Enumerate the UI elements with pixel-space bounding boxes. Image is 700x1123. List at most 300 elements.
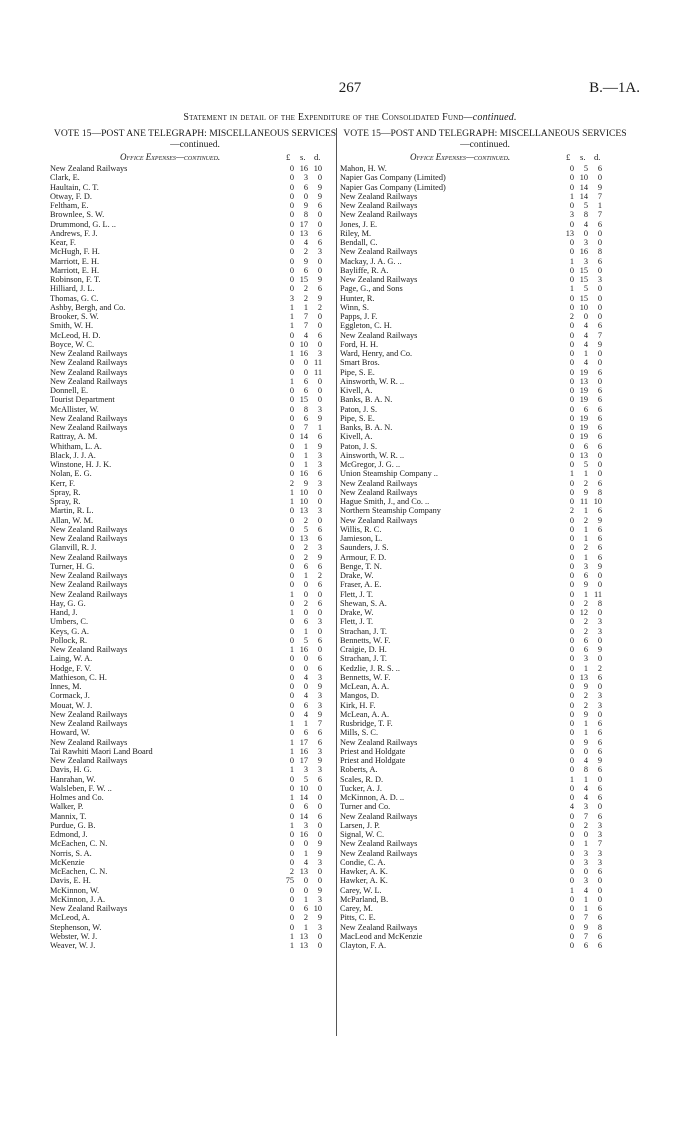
payee-name: Holmes and Co. [50,793,104,802]
pence-value: 0 [597,265,602,275]
pence-value: 6 [317,469,322,479]
shillings-value: 14 [299,793,308,802]
pence-value: 9 [597,515,602,525]
pence-value: 6 [597,941,602,950]
table-row [340,266,630,275]
pounds-value: 0 [569,571,574,580]
pounds-value: 75 [285,876,294,886]
table-row [340,580,630,589]
table-row [50,858,340,867]
table-row [50,636,340,645]
shillings-value: 16 [299,164,308,173]
shillings-value: 4 [583,339,588,349]
section-title: Office Expenses—continued. [120,152,221,162]
table-row [50,238,340,247]
pounds-value: 0 [289,506,294,516]
payee-name: Shewan, S. A. [340,598,387,608]
pence-value: 6 [597,719,602,728]
pounds-value: 0 [569,376,574,386]
payee-name: Kivell, A. [340,386,373,395]
payee-name: Mathieson, C. H. [50,672,107,682]
pence-value: 0 [317,589,322,599]
pence-value: 9 [597,756,602,765]
pence-value: 11 [594,589,602,599]
table-row [50,793,340,802]
payee-name: Kear, F. [50,238,76,247]
table-row [50,756,340,765]
payee-name: Craigie, D. H. [340,645,387,654]
table-row [50,543,340,552]
shillings-value: 1 [583,728,588,738]
payee-name: Priest and Holdgate [340,756,406,765]
pounds-value: 1 [289,302,294,312]
table-row [340,432,630,441]
shillings-value: 10 [299,783,308,793]
pence-value: 3 [597,857,602,867]
pounds-value: 0 [569,293,574,303]
table-row [50,303,340,312]
pence-value: 0 [597,709,602,719]
shillings-value: 1 [303,848,308,858]
pence-value: 0 [597,802,602,812]
pounds-value: 0 [569,598,574,608]
payee-name: New Zealand Railways [50,164,128,173]
pounds-value: 0 [289,561,294,571]
shillings-value: 16 [299,645,308,654]
pounds-value: 0 [569,867,574,876]
payee-name: McKinnon, J. A. [50,894,106,904]
pounds-value: 0 [569,876,574,886]
pence-value: 6 [317,561,322,571]
payee-name: Tucker, A. J. [340,783,383,793]
pence-value: 6 [597,783,602,793]
table-row [340,238,630,247]
table-row [340,904,630,913]
pounds-value: 0 [289,543,294,553]
table-row [340,571,630,580]
pence-value: 3 [317,691,322,701]
payee-name: Marriott, E. H. [50,265,100,275]
pounds-value: 0 [289,571,294,580]
payee-name: New Zealand Railways [50,709,128,719]
payee-name: New Zealand Railways [50,534,128,543]
shillings-value: 1 [303,894,308,904]
pence-value: 9 [597,182,602,192]
payee-name: Ford, H. H. [340,339,379,349]
table-row [340,534,630,543]
pence-value: 6 [597,904,602,913]
payee-name: Kirk, H. F. [340,700,376,710]
payee-name: Rusbridge, T. F. [340,719,393,728]
pence-value: 7 [597,210,602,220]
pence-value: 0 [317,219,322,229]
table-row [340,821,630,830]
pounds-value: 0 [289,219,294,229]
payee-name: Paton, J. S. [340,441,378,451]
pence-value: 0 [317,395,322,405]
payee-name: Keys, G. A. [50,626,89,636]
pounds-value: 2 [289,867,294,876]
table-row [50,266,340,275]
table-row [50,608,340,617]
payee-name: McAllister, W. [50,404,99,414]
pounds-value: 0 [569,709,574,719]
shillings-value: 10 [299,497,308,506]
payee-name: Bennetts, W. F. [340,635,391,645]
payee-name: Paton, J. S. [340,404,378,414]
shillings-value: 5 [303,774,308,784]
pounds-value: 1 [569,191,574,201]
pence-value: 6 [597,256,602,266]
payee-name: Bayliffe, R. A. [340,265,389,275]
pounds-value: 0 [569,339,574,349]
pence-value: 0 [597,580,602,590]
payee-name: Banks, B. A. N. [340,395,393,405]
payee-name: Howard, W. [50,728,90,738]
payee-name: Hunter, R. [340,293,375,303]
vote-title: VOTE 15—POST AND TELEGRAPH: MISCELLANEOUS SERVICES—continued. [343,128,627,150]
payee-name: Edmond, J. [50,830,88,839]
pence-value: 6 [317,524,322,534]
table-row [340,562,630,571]
shillings-value: 4 [583,885,588,895]
shillings-value: 4 [303,709,308,719]
table-row [50,738,340,747]
pounds-value: 0 [289,654,294,664]
pence-value: 0 [317,867,322,876]
table-row [50,525,340,534]
payee-name: McKinnon, A. D. .. [340,793,405,802]
shillings-value: 1 [303,302,308,312]
shillings-value: 3 [583,848,588,858]
pounds-value: 13 [565,228,574,238]
shillings-value: 9 [583,709,588,719]
shillings-value: 4 [303,672,308,682]
payee-name: Mills, S. C. [340,728,379,738]
pence-value: 0 [597,302,602,312]
pence-value: 0 [597,376,602,386]
pence-value: 0 [317,830,322,839]
payee-name: Hawker, A. K. [340,876,388,886]
shillings-value: 5 [583,164,588,173]
shillings-value: 3 [583,802,588,812]
pence-value: 6 [597,931,602,941]
table-row [340,858,630,867]
table-row [50,710,340,719]
table-row [50,784,340,793]
pence-value: 3 [317,617,322,627]
payee-name: Glanvill, R. J. [50,543,97,553]
payee-name: Ainsworth, W. R. .. [340,376,405,386]
pence-value: 0 [597,312,602,321]
payee-name: Pitts, C. E. [340,913,376,923]
shillings-value: 10 [579,173,588,183]
table-row [340,710,630,719]
pence-value: 0 [597,349,602,358]
shillings-value: 19 [579,395,588,405]
pence-value: 6 [597,404,602,414]
pence-value: 6 [597,746,602,756]
shillings-value: 16 [579,247,588,257]
shillings-value: 9 [303,256,308,266]
pounds-value: 1 [569,284,574,294]
shillings-value: 2 [303,913,308,923]
pounds-value: 2 [569,312,574,321]
table-row [340,395,630,404]
pence-value: 3 [597,617,602,627]
shillings-value: 0 [303,580,308,590]
shillings-value: 19 [579,386,588,395]
shillings-value: 4 [583,330,588,340]
payee-name: Mangos, D. [340,691,379,701]
payee-name: Donnell, E. [50,386,89,395]
payee-name: Turner, H. G. [50,561,95,571]
pence-value: 6 [597,793,602,802]
pence-value: 7 [597,191,602,201]
pence-value: 3 [597,820,602,830]
pence-value: 6 [317,654,322,664]
pence-value: 0 [317,608,322,617]
table-row [50,201,340,210]
shillings-value: 13 [299,867,308,876]
shillings-value: 2 [303,552,308,562]
shillings-value: 4 [583,756,588,765]
pounds-value: 0 [289,663,294,673]
pounds-value: 0 [569,201,574,210]
pounds-value: 0 [289,691,294,701]
table-row [340,691,630,700]
payee-name: Haultain, C. T. [50,182,99,192]
pounds-value: 1 [289,312,294,321]
pence-value: 0 [317,876,322,886]
payee-name: Kedzlie, J. R. S. .. [340,663,400,673]
payee-name: Pollock, R. [50,635,88,645]
payee-name: Thomas, G. C. [50,293,99,303]
pence-value: 9 [317,913,322,923]
pence-value: 6 [317,663,322,673]
pounds-value: 0 [289,922,294,932]
table-row [340,220,630,229]
shillings-value: 6 [303,904,308,913]
payee-name: New Zealand Railways [50,904,128,913]
pence-value: 3 [597,626,602,636]
table-row [340,636,630,645]
right-column [340,128,630,950]
payee-name: Stephenson, W. [50,922,102,932]
pounds-value: 0 [289,617,294,627]
pence-value: 0 [317,376,322,386]
table-row [50,886,340,895]
pence-value: 6 [317,238,322,247]
pence-value: 6 [317,330,322,340]
pence-value: 0 [597,876,602,886]
table-row [50,673,340,682]
table-row [340,210,630,219]
shillings-value: 4 [583,793,588,802]
shillings-value: 6 [303,728,308,738]
pence-value: 3 [317,450,322,460]
shillings-value: 3 [583,256,588,266]
table-row [50,358,340,367]
table-row [50,775,340,784]
pounds-value: 0 [569,349,574,358]
pence-value: 9 [597,645,602,654]
shillings-value: 4 [583,321,588,331]
pence-value: 0 [317,312,322,321]
shillings-value: 1 [303,626,308,636]
pounds-value: 1 [289,349,294,358]
pence-value: 6 [317,737,322,747]
table-row [50,442,340,451]
payee-name: Fraser, A. E. [340,580,382,590]
pence-value: 9 [317,441,322,451]
pence-value: 3 [317,349,322,358]
pounds-value: 0 [289,201,294,210]
table-row [340,294,630,303]
payee-name: Clark, E. [50,173,80,183]
expense-list [50,164,340,950]
payee-name: New Zealand Railways [50,423,128,432]
shillings-value: 9 [583,737,588,747]
shillings-value: 0 [583,867,588,876]
payee-name: Larsen, J. P. [340,820,380,830]
table-row [340,867,630,876]
payee-name: Tai Rawhiti Maori Land Board [50,746,153,756]
pence-value: 9 [317,885,322,895]
table-row [340,728,630,737]
pounds-value: 0 [289,913,294,923]
table-row [50,728,340,737]
pounds-value: 0 [569,330,574,340]
shillings-value: 13 [299,941,308,950]
pence-value: 0 [317,931,322,941]
payee-name: Mahon, H. W. [340,164,387,173]
payee-name: Bendall, C. [340,238,378,247]
pounds-value: 1 [289,719,294,728]
pence-value: 8 [597,598,602,608]
shillings-value: 2 [303,293,308,303]
payee-name: Carey, M. [340,904,373,913]
pence-value: 0 [597,284,602,294]
pounds-header: £ [286,152,291,162]
pence-value: 6 [317,728,322,738]
pence-value: 0 [597,774,602,784]
pounds-value: 0 [569,182,574,192]
pence-value: 1 [597,201,602,210]
shillings-value: 6 [583,404,588,414]
pence-value: 0 [597,460,602,469]
pounds-value: 0 [569,219,574,229]
pence-value: 0 [597,173,602,183]
pounds-value: 0 [569,820,574,830]
shillings-value: 1 [303,450,308,460]
table-row [50,164,340,173]
pounds-value: 0 [569,265,574,275]
shillings-value: 10 [579,302,588,312]
pounds-value: 3 [569,210,574,220]
payee-name: Flett, J. T. [340,617,374,627]
payee-name: McEachen, C. N. [50,867,108,876]
payee-name: Roberts, A. [340,765,378,775]
shillings-value: 1 [583,589,588,599]
shillings-value: 9 [583,487,588,497]
shillings-value: 1 [583,349,588,358]
shillings-value: 8 [583,765,588,775]
pence-value: 0 [317,265,322,275]
table-row [340,886,630,895]
payee-name: New Zealand Railways [50,580,128,590]
payee-name: Andrews, F. J. [50,228,98,238]
table-row [340,812,630,821]
table-row [50,664,340,673]
shillings-value: 1 [303,441,308,451]
pounds-value: 0 [569,386,574,395]
shillings-value: 13 [579,376,588,386]
pence-value: 0 [597,238,602,247]
pounds-value: 0 [569,894,574,904]
table-row [340,876,630,885]
section-title: Office Expenses—continued. [410,152,511,162]
table-row [50,617,340,626]
table-row [50,479,340,488]
pounds-value: 0 [569,931,574,941]
pounds-value: 0 [289,413,294,423]
payee-name: McKinnon, W. [50,885,100,895]
pounds-value: 0 [289,164,294,173]
payee-name: Davis, H. G. [50,765,92,775]
payee-name: Condie, C. A. [340,857,386,867]
table-row [50,839,340,848]
shillings-value: 13 [299,534,308,543]
shillings-value: 2 [583,820,588,830]
pence-value: 6 [597,867,602,876]
pence-value: 0 [317,173,322,183]
pence-value: 3 [317,894,322,904]
payee-name: Ward, Henry, and Co. [340,349,413,358]
payee-name: New Zealand Railways [340,737,418,747]
shillings-value: 0 [303,663,308,673]
pounds-value: 0 [569,941,574,950]
table-row [340,164,630,173]
shillings-value: 2 [583,478,588,488]
expense-list [340,164,630,950]
table-row [50,173,340,182]
pounds-value: 0 [289,460,294,469]
table-row [50,682,340,691]
payee-name: McLeod, H. D. [50,330,101,340]
table-row [50,867,340,876]
pence-value: 6 [317,774,322,784]
pence-value: 3 [317,404,322,414]
pounds-value: 0 [289,580,294,590]
table-row [340,590,630,599]
table-row [340,469,630,478]
pence-value: 0 [597,450,602,460]
payee-name: Hilliard, J. L. [50,284,95,294]
pence-value: 0 [317,515,322,525]
table-row [340,543,630,552]
pounds-value: 0 [289,783,294,793]
shillings-value: 2 [583,617,588,627]
shillings-value: 13 [299,931,308,941]
payee-name: Mouat, W. J. [50,700,93,710]
table-row [340,765,630,774]
pence-value: 6 [597,672,602,682]
payee-name: Rattray, A. M. [50,432,98,442]
shillings-value: 2 [583,691,588,701]
pence-value: 7 [597,839,602,849]
table-row [340,802,630,811]
